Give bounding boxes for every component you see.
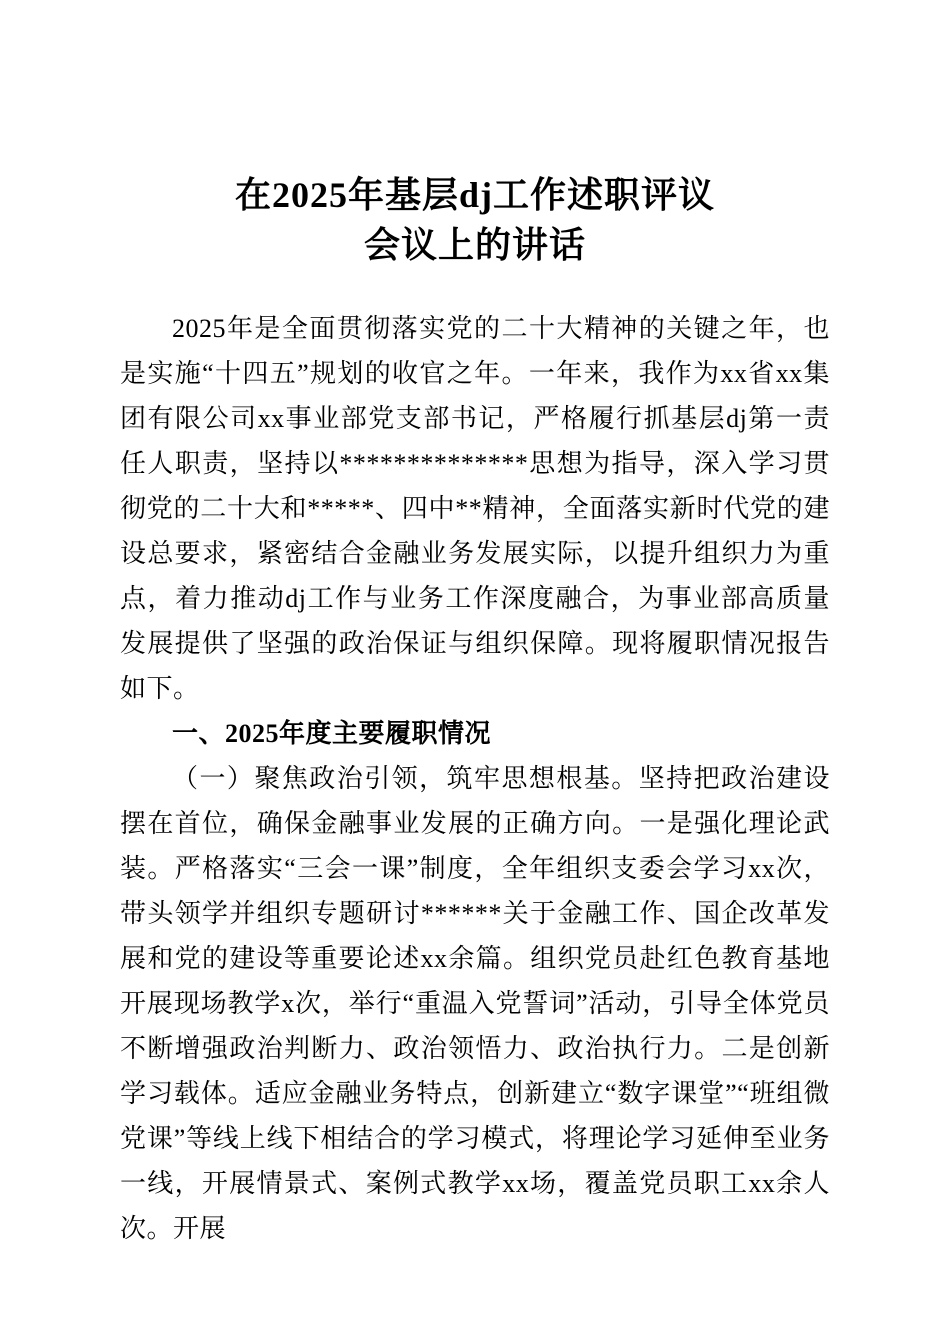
document-title-line1: 在2025年基层dj工作述职评议 (234, 175, 715, 215)
document-content (120, 170, 830, 1251)
section-heading-1: 一、2025年度主要履职情况 (172, 719, 492, 748)
document-title (120, 170, 830, 270)
paragraph-introduction: 2025年是全面贯彻落实党的二十大精神的关键之年，也是实施“十四五”规划的收官之年。一年来，我作为xx省xx集团有限公司xx事业部党支部书记，严格履行抓基层dj第一责任人职责，坚持以**************思想为指导，深入学习贯彻党的二十大和*****、四中**精神，全面落实新时代党的建设总要求，紧密结合金融业务发展实际，以提升组织力为重点，着力推动dj工作与业务工作深度融合，为事业部高质量发展提供了坚强的政治保证与组织保障。现将履职情况报告如下。 (120, 314, 830, 703)
document-title-line2: 会议上的讲话 (363, 225, 586, 265)
paragraph-section-1-body: （一）聚焦政治引领，筑牢思想根基。坚持把政治建设摆在首位，确保金融事业发展的正确方向。一是强化理论武装。严格落实“三会一课”制度，全年组织支委会学习xx次，带头领学并组织专题研讨******关于金融工作、国企改革发展和党的建设等重要论述xx余篇。组织党员赴红色教育基地开展现场教学x次，举行“重温入党誓词”活动，引导全体党员不断增强政治判断力、政治领悟力、政治执行力。二是创新学习载体。适应金融业务特点，创新建立“数字课堂”“班组微党课”等线上线下相结合的学习模式，将理论学习延伸至业务一线，开展情景式、案例式教学xx场，覆盖党员职工xx余人次。开展 (120, 764, 830, 1243)
